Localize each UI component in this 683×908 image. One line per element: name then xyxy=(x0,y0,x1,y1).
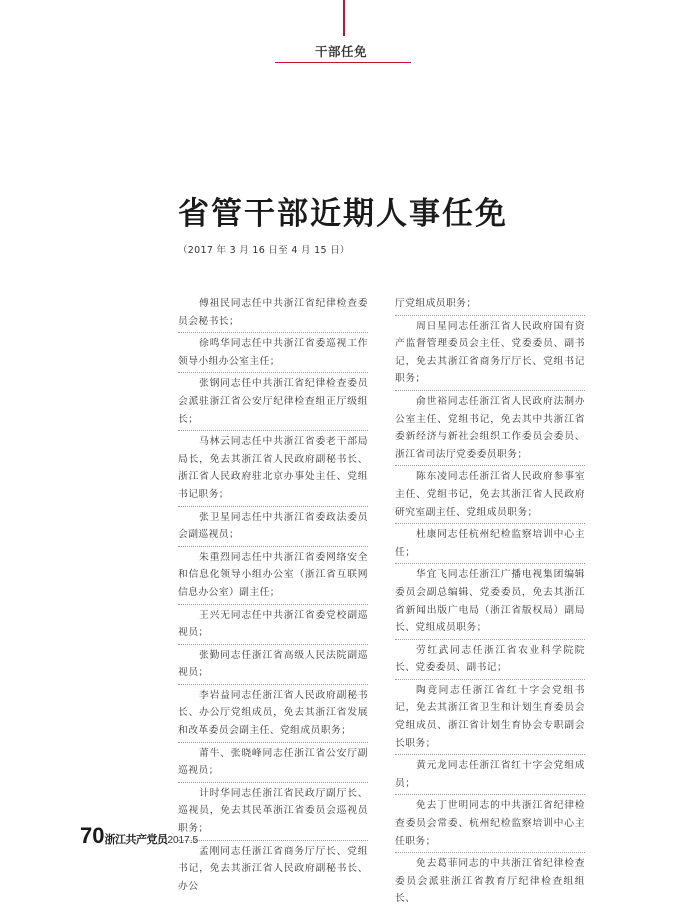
paragraph-separator xyxy=(395,754,585,755)
appointment-paragraph: 莆牛、张晓峰同志任浙江省公安厅副巡视员； xyxy=(178,747,368,777)
appointment-paragraph: 朱重烈同志任中共浙江省委网络安全和信息化领导小组办公室（浙江省互联网信息办公室）副主任； xyxy=(178,551,368,598)
appointment-paragraph: 劳红武同志任浙江省农业科学院院长、党委委员、副书记； xyxy=(395,644,585,674)
magazine-name: 浙江共产党员 xyxy=(104,833,168,846)
appointment-paragraph: 陶竟同志任浙江省红十字会党组书记，免去其浙江省卫生和计划生育委员会党组成员、浙江省计划生育协会专职副会长职务； xyxy=(395,684,585,749)
paragraph-separator xyxy=(395,315,585,316)
top-red-rule xyxy=(343,0,345,36)
section-label-underline xyxy=(275,62,411,63)
left-text-column xyxy=(178,295,368,895)
right-text-column xyxy=(395,295,585,908)
paragraph-separator xyxy=(178,506,368,507)
appointment-paragraph: 俞世裕同志任浙江省人民政府法制办公室主任、党组书记，免去其中共浙江省委新经济与新社会组织工作委员会委员、浙江省司法厅党委委员职务； xyxy=(395,395,585,460)
paragraph-separator xyxy=(178,684,368,685)
appointment-paragraph: 华宜飞同志任浙江广播电视集团编辑委员会副总编辑、党委委员，免去其浙江省新闻出版广电局（浙江省版权局）副局长、党组成员职务； xyxy=(395,569,585,634)
paragraph-separator xyxy=(395,794,585,795)
appointment-paragraph: 免去丁世明同志的中共浙江省纪律检查委员会常委、杭州纪检监察培训中心主任职务； xyxy=(395,800,585,847)
appointment-paragraph: 免去葛菲同志的中共浙江省纪律检查委员会派驻浙江省教育厅纪律检查组组长、 xyxy=(395,858,585,905)
paragraph-separator xyxy=(178,644,368,645)
article-title: 省管干部近期人事任免 xyxy=(178,196,508,232)
paragraph-separator xyxy=(178,372,368,373)
appointment-paragraph: 张勤同志任浙江省高级人民法院副巡视员； xyxy=(178,649,368,679)
paragraph-separator xyxy=(395,852,585,853)
appointment-paragraph: 孟刚同志任浙江省商务厅厅长、党组书记，免去其浙江省人民政府副秘书长、办公 xyxy=(178,845,368,892)
paragraph-separator xyxy=(178,332,368,333)
paragraph-separator xyxy=(178,742,368,743)
appointment-paragraph: 张钢同志任中共浙江省纪律检查委员会派驻浙江省公安厅纪律检查组正厅级组长； xyxy=(178,378,368,425)
appointment-paragraph: 厅党组成员职务； xyxy=(395,298,477,309)
issue-number: 2017.5 xyxy=(167,835,199,846)
paragraph-separator xyxy=(395,679,585,680)
appointment-paragraph: 周日星同志任浙江省人民政府国有资产监督管理委员会主任、党委委员、副书记，免去其浙江省商务厅厅长、党组书记职务； xyxy=(395,320,585,385)
appointment-paragraph: 张卫星同志任中共浙江省委政法委员会副巡视员； xyxy=(178,511,368,541)
paragraph-separator xyxy=(395,390,585,391)
paragraph-separator xyxy=(178,546,368,547)
paragraph-separator xyxy=(395,639,585,640)
article-date-range: （2017 年 3 月 16 日至 4 月 15 日） xyxy=(178,245,350,256)
appointment-paragraph: 陈东凌同志任浙江省人民政府参事室主任、党组书记，免去其浙江省人民政府研究室副主任、党组成员职务； xyxy=(395,471,585,518)
appointment-paragraph: 徐鸣华同志任中共浙江省委巡视工作领导小组办公室主任； xyxy=(178,338,368,367)
appointment-paragraph: 黄元龙同志任浙江省红十字会党组成员； xyxy=(395,760,585,789)
appointment-paragraph: 计时华同志任浙江省民政厅副厅长、巡视员，免去其民革浙江省委员会巡视员职务； xyxy=(178,787,368,835)
page-footer xyxy=(80,823,198,849)
paragraph-separator xyxy=(395,523,585,524)
page-number: 70 xyxy=(80,823,105,848)
paragraph-separator xyxy=(178,840,368,841)
appointment-paragraph: 李岩益同志任浙江省人民政府副秘书长、办公厅党组成员，免去其浙江省发展和改革委员会副主任、党组成员职务； xyxy=(178,689,368,737)
paragraph-separator xyxy=(178,604,368,605)
appointment-paragraph: 傅祖民同志任中共浙江省纪律检查委员会秘书长； xyxy=(178,298,368,327)
paragraph-separator xyxy=(395,465,585,466)
paragraph-separator xyxy=(178,430,368,431)
paragraph-separator xyxy=(178,782,368,783)
paragraph-separator xyxy=(395,563,585,564)
section-label: 干部任免 xyxy=(315,44,368,59)
appointment-paragraph: 杜康同志任杭州纪检监察培训中心主任； xyxy=(395,529,585,558)
appointment-paragraph: 王兴无同志任中共浙江省委党校副巡视员； xyxy=(178,609,368,639)
appointment-paragraph: 马林云同志任中共浙江省委老干部局局长，免去其浙江省人民政府副秘书长、浙江省人民政府驻北京办事处主任、党组书记职务； xyxy=(178,436,368,500)
